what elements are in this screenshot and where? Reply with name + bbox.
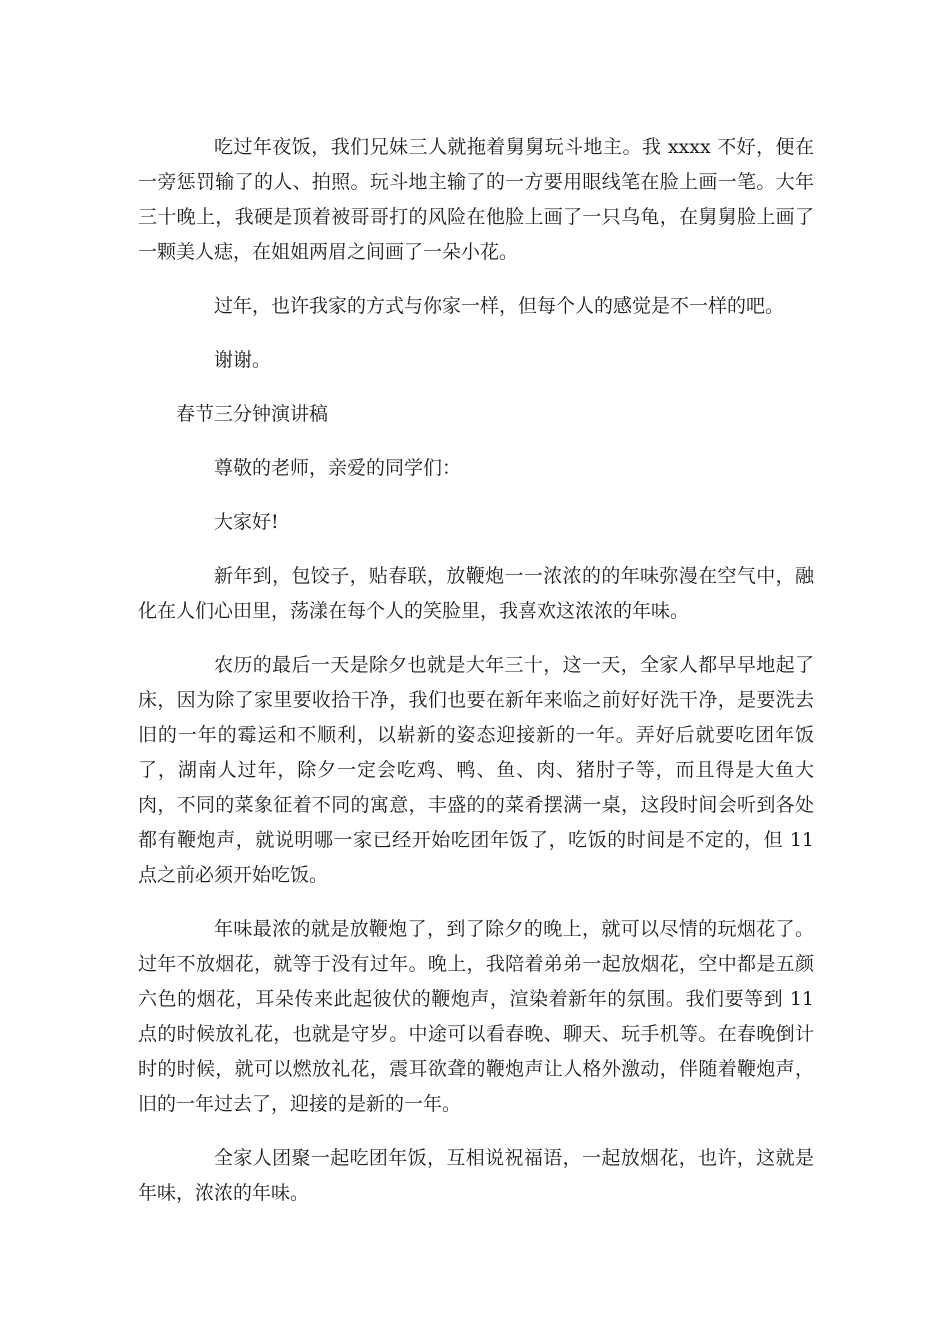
speech-title: 春节三分钟演讲稿 [176, 403, 329, 425]
speech-paragraph-reunion: 全家人团聚一起吃团年饭，互相说祝福语，一起放烟花，也许，这就是年味，浓浓的年味。 [138, 1147, 814, 1204]
speech-salutation: 尊敬的老师，亲爱的同学们： [214, 457, 462, 479]
document-body [138, 130, 814, 1211]
paragraph-thanks: 谢谢。 [214, 349, 272, 371]
speech-paragraph-new-year: 新年到，包饺子，贴春联，放鞭炮一一浓浓的的年味弥漫在空气中，融化在人们心田里，荡漾在每个人的笑脸里，我喜欢这浓浓的年味。 [138, 565, 814, 622]
speech-greeting: 大家好! [214, 511, 279, 533]
paragraph-card-game: 吃过年夜饭，我们兄妹三人就拖着舅舅玩斗地主。我 xxxx 不好，便在一旁惩罚输了的人、拍照。玩斗地主输了的一方要用眼线笔在脸上画一笔。大年三十晚上，我硬是顶着被哥哥打的风险在他脸上画了一只乌龟，在舅舅脸上画了一颗美人痣，在姐姐两眉之间画了一朵小花。 [138, 136, 814, 263]
speech-paragraph-new-years-eve: 农历的最后一天是除夕也就是大年三十，这一天，全家人都早早地起了床，因为除了家里要收拾干净，我们也要在新年来临之前好好洗干净，是要洗去旧的一年的霉运和不顺利，以崭新的姿态迎接新的一年。弄好后就要吃团年饭了，湖南人过年，除夕一定会吃鸡、鸭、鱼、肉、猪肘子等，而且得是大鱼大肉，不同的菜象征着不同的寓意，丰盛的的菜肴摆满一桌，这段时间会听到各处都有鞭炮声，就说明哪一家已经开始吃团年饭了，吃饭的时间是不定的，但 11 点之前必须开始吃饭。 [138, 654, 814, 886]
paragraph-new-year-feeling: 过年，也许我家的方式与你家一样，但每个人的感觉是不一样的吧。 [214, 295, 785, 317]
speech-paragraph-fireworks: 年味最浓的就是放鞭炮了，到了除夕的晚上，就可以尽情的玩烟花了。过年不放烟花，就等于没有过年。晚上，我陪着弟弟一起放烟花，空中都是五颜六色的烟花，耳朵传来此起彼伏的鞭炮声，渲染着新年的氛围。我们要等到 11 点的时候放礼花，也就是守岁。中途可以看春晚、聊天、玩手机等。在春晚倒计时的时候，就可以燃放礼花，震耳欲聋的鞭炮声让人格外激动，伴随着鞭炮声，旧的一年过去了，迎接的是新的一年。 [138, 918, 814, 1115]
